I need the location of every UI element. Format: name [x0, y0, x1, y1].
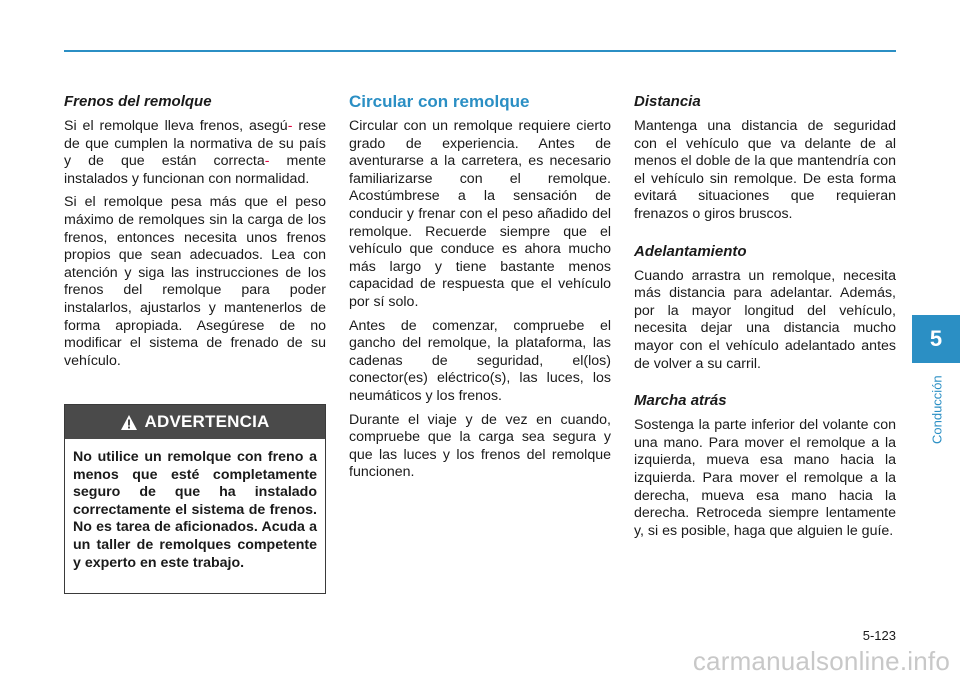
heading-marcha-atras: Marcha atrás: [634, 392, 727, 410]
heading-frenos-remolque: Frenos del remolque: [64, 93, 212, 110]
column-circular: [349, 92, 611, 488]
paragraph-frenos-1: [64, 118, 326, 188]
warning-box: [64, 404, 326, 594]
paragraph-distancia: Mantenga una distancia de seguridad con el vehículo que va delante de al menos el doble de la que mantendría con el vehículo sin remolque. De esta forma evitará situaciones que requieran frenazos o giros bruscos.: [634, 118, 896, 222]
chapter-label: Conducción: [929, 375, 945, 445]
warning-header: [65, 405, 325, 439]
page-number: 5-123: [862, 628, 896, 643]
paragraph-adelantamiento: Cuando arrastra un remolque, necesita más distancia para adelantar. Además, por la mayor longitud del vehículo, necesita dejar una distancia mucho mayor con el vehículo adelantado antes de volver a su carril.: [634, 267, 896, 372]
column-conduccion: [634, 92, 896, 546]
spacer: [634, 230, 896, 242]
watermark: carmanualsonline.info: [692, 646, 950, 676]
warning-triangle-icon: [121, 415, 137, 430]
paragraph-circular-2: Antes de comenzar, compruebe el gancho del remolque, la plataforma, las cadenas de seguridad, el(los) conector(es) eléctrico(s), las luces, los neumáticos y los frenos.: [349, 317, 611, 404]
warning-title: ADVERTENCIA: [144, 412, 270, 431]
text-fragment: mente instalados y funcionan con normalidad.: [64, 153, 326, 187]
heading-adelantamiento: Adelantamiento: [634, 242, 747, 260]
top-rule: [64, 50, 896, 52]
paragraph-circular-3: Durante el viaje y de vez en cuando, compruebe que la carga sea segura y que las luces y los frenos del remolque funcionen.: [349, 411, 611, 481]
paragraph-circular-1: Circular con un remolque requiere cierto grado de experiencia. Antes de aventurarse a la carretera, es necesario familiarizarse con el remolque. Acostúmbrese a la sensación de conducir y frenar con el peso añadido del remolque. Recuerde siempre que el vehículo que conduce es ahora mucho más largo y tiene bastante menos capacidad de respuesta que el vehículo por sí solo.: [349, 118, 611, 310]
text-fragment: Si el remolque lleva frenos, asegú: [64, 118, 288, 134]
paragraph-marcha-atras: Sostenga la parte inferior del volante con una mano. Para mover el remolque a la izquierda, mueva esa mano hacia la izquierda. Para mover el remolque a la derecha, mueva esa mano hacia la derecha. Retroceda siempre lentamente y, si es posible, haga que alguien le guíe.: [634, 417, 896, 539]
spacer: [634, 379, 896, 391]
chapter-tab: 5: [912, 315, 960, 363]
paragraph-frenos-2: Si el remolque pesa más que el peso máximo de remolques sin la carga de los frenos, entonces necesita unos frenos propios que sean adecuados. Lea con atención y siga las instrucciones de los frenos del remolque para poder instalarlos, ajustarlos y mantenerlos de forma apropiada. Asegúrese de no modificar el sistema de frenado de su vehículo.: [64, 194, 326, 369]
column-frenos: [64, 92, 326, 376]
text-fragment: rese de que cumplen la normativa de su país y de que están correcta: [64, 118, 326, 170]
hyphen-mark: -: [264, 153, 270, 170]
hyphen-mark: -: [287, 118, 293, 134]
warning-text: No utilice un remolque con freno a menos que esté completamente seguro de que ha instalado correctamente el sistema de frenos. No es tarea de aficionados. Acuda a un taller de remolques competente y experto en este trabajo.: [73, 449, 317, 571]
heading-distancia: Distancia: [634, 93, 701, 110]
section-title-circular: Circular con remolque: [349, 92, 530, 111]
